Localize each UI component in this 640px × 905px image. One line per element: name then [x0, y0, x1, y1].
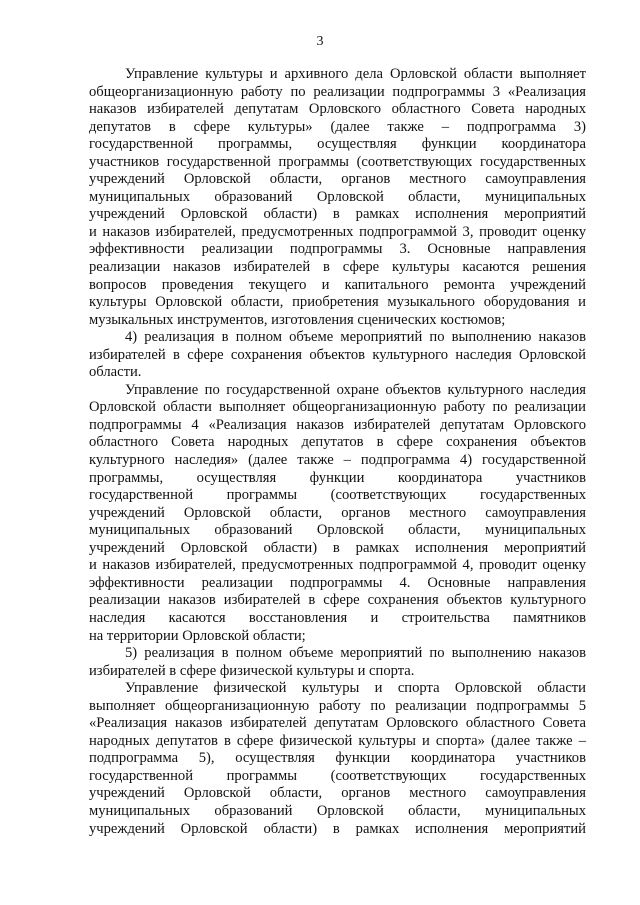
text-line: учреждений Орловской области) в рамках исполнения мероприятий: [89, 206, 586, 223]
text-line: общеорганизационную работу по реализации подпрограммы 3 «Реализация: [89, 83, 586, 100]
text-line: области.: [89, 364, 142, 381]
text-line: Управление культуры и архивного дела Орловской области выполняет: [125, 66, 586, 82]
text-line: муниципальных образований Орловской области, муниципальных: [89, 188, 586, 205]
text-line: и наказов избирателей, предусмотренных подпрограммой 3, проводит оценку: [89, 223, 586, 240]
text-line: государственной программы (соответствующих государственных: [89, 487, 586, 504]
text-line: Управление по государственной охране объектов культурного наследия: [125, 381, 586, 398]
text-line: реализации наказов избирателей в сфере культуры касаются решения: [89, 259, 586, 276]
text-line: областного Совета народных депутатов в сфере сохранения объектов: [89, 434, 586, 451]
text-line: учреждений Орловской области, органов местного самоуправления: [89, 785, 586, 802]
text-line: государственной программы (соответствующих государственных: [89, 767, 586, 784]
text-line: государственной программы, осуществляя функции координатора: [89, 136, 586, 153]
text-line: культурного наследия» (далее также – подпрограмма 4) государственной: [89, 452, 586, 469]
page-number: 3: [316, 34, 324, 49]
text-line: муниципальных образований Орловской области, муниципальных: [89, 802, 586, 819]
text-line: и наказов избирателей, предусмотренных подпрограммой 4, проводит оценку: [89, 557, 586, 574]
document-body: [89, 66, 586, 838]
text-line: избирателей в сфере физической культуры и спорта.: [89, 662, 415, 679]
paragraph-heritage-department: [89, 382, 586, 645]
text-line: музыкальных инструментов, изготовления сценических костюмов;: [89, 311, 506, 328]
text-line: Управление физической культуры и спорта Орловской области: [125, 680, 586, 697]
text-line: реализации наказов избирателей в сфере сохранения объектов культурного: [89, 592, 586, 609]
text-line: учреждений Орловской области, органов местного самоуправления: [89, 171, 586, 188]
text-line: Орловской области выполняет общеорганизационную работу по реализации: [89, 399, 586, 416]
text-line: народных депутатов в сфере физической культуры и спорта» (далее также –: [89, 732, 586, 749]
text-line: учреждений Орловской области) в рамках исполнения мероприятий: [89, 820, 586, 837]
text-line: подпрограммы 4 «Реализация наказов избирателей депутатам Орловского: [89, 416, 586, 433]
text-line: учреждений Орловской области, органов местного самоуправления: [89, 504, 586, 521]
text-line: 4) реализация в полном объеме мероприятий по выполнению наказов: [125, 329, 586, 346]
text-line: «Реализация наказов избирателей депутатам Орловского областного Совета: [89, 715, 586, 732]
text-line: подпрограмма 5), осуществляя функции координатора участников: [89, 750, 586, 767]
text-line: муниципальных образований Орловской области, муниципальных: [89, 522, 586, 539]
paragraph-sports-department: [89, 680, 586, 838]
text-line: эффективности реализации подпрограммы 4. Основные направления: [89, 574, 586, 591]
text-line: избирателей в сфере сохранения объектов культурного наследия Орловской: [89, 346, 586, 363]
text-line: учреждений Орловской области) в рамках исполнения мероприятий: [89, 539, 586, 556]
text-line: культуры Орловской области, приобретения музыкального оборудования и: [89, 294, 586, 311]
text-line: программы, осуществляя функции координатора участников: [89, 469, 586, 486]
text-line: на территории Орловской области;: [89, 627, 306, 644]
text-line: выполняет общеорганизационную работу по реализации подпрограммы 5: [89, 697, 586, 714]
paragraph-culture-department: [89, 66, 586, 329]
text-line: 5) реализация в полном объеме мероприятий по выполнению наказов: [125, 645, 586, 662]
text-line: наследия касаются восстановления и строительства памятников: [89, 609, 586, 626]
text-line: эффективности реализации подпрограммы 3. Основные направления: [89, 241, 586, 258]
paragraph-item-4: [89, 329, 586, 382]
text-line: депутатов в сфере культуры» (далее также – подпрограмма 3): [89, 118, 586, 135]
text-line: участников государственной программы (соответствующих государственных: [89, 153, 586, 170]
paragraph-item-5: [89, 645, 586, 680]
text-line: наказов избирателей депутатам Орловского областного Совета народных: [89, 101, 586, 118]
text-line: вопросов проведения текущего и капитального ремонта учреждений: [89, 276, 586, 293]
